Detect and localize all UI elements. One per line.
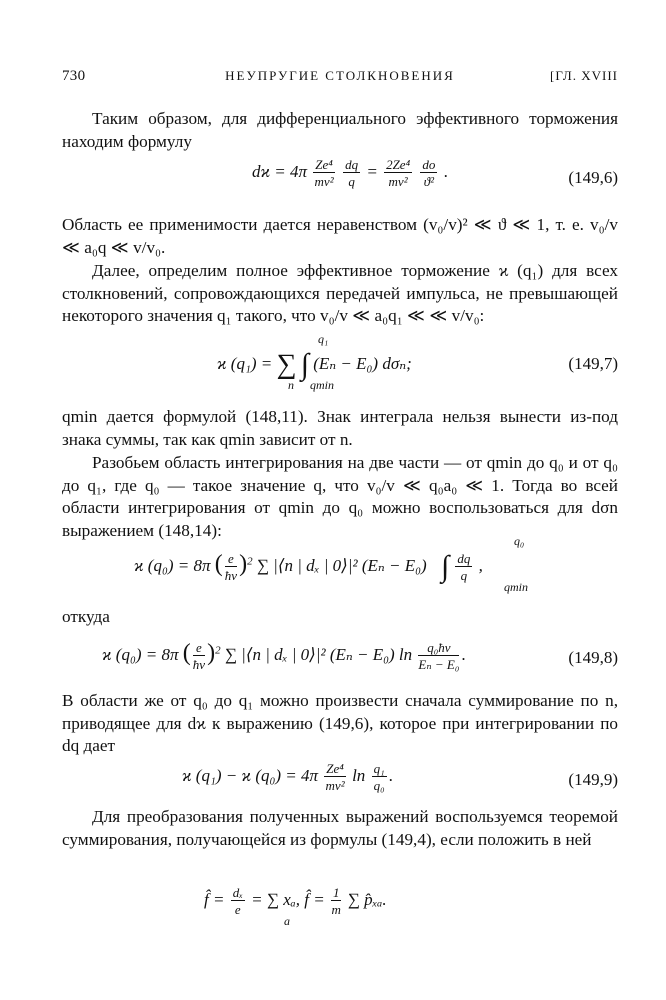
chapter-label: [ГЛ. XVIII xyxy=(550,68,618,83)
integral-upper: q₁ xyxy=(318,332,329,346)
equation-body: ϰ (q₁) − ϰ (q₀) = 4π $\frac{\text{Ze⁴}}{\text{mv²}}$ ln $\frac{\text{q₁}}{\text{q₀}}$ . xyxy=(182,761,393,793)
paragraph-7: В области же от q₀ до q₁ можно произвести сначала суммирование по n, приводящее для dϰ к выражению (149,6), которое при интегрировании по dq дает xyxy=(62,691,618,755)
paragraph-3: Далее, определим полное эффективное торможение ϰ (q₁) для всех столкновений, сопровождающихся передачей импульса, не превышающей некоторого значения q₁ такого, что v₀/v ≪ a₀q₁ ≪ ≪ v/v₀: xyxy=(62,261,618,325)
paragraph-5: Разобьем область интегрирования на две части — от qmin до q₀ и от q₀ до q₁, где q₀ — такое значение q, что v₀/v ≪ q₀a₀ ≪ 1. Тогда во всей области интегрирования от qmin до q₀ можно воспользоваться для dσn выражением (148,14): xyxy=(62,453,618,540)
equation-label: (149,6) xyxy=(568,168,618,187)
sum-index: a xyxy=(284,914,290,928)
integral-upper: q₀ xyxy=(514,534,525,548)
equation-sum-rule xyxy=(62,884,618,930)
paragraph-2: Область ее применимости дается неравенством (v₀/v)² ≪ ϑ ≪ 1, т. е. v₀/v ≪ a₀q ≪ v/v₀. xyxy=(62,215,618,257)
equation-body: ϰ (q₁) = ∑ ∫ (Eₙ − E₀) dσₙ; xyxy=(217,348,412,381)
page-header xyxy=(62,68,618,88)
page-number: 730 xyxy=(62,68,86,84)
integral-lower: qmin xyxy=(504,580,528,594)
paragraph-4: qmin дается формулой (148,11). Знак интеграла нельзя вынести из-под знака суммы, так как qmin зависит от n. xyxy=(62,407,618,449)
equation-149-9 xyxy=(62,760,618,800)
equation-label: (149,7) xyxy=(568,354,618,373)
equation-label: (149,8) xyxy=(568,648,618,667)
equation-body: ϰ (q₀) = 8π ( $\frac{e}{ħv}$ )$^2$ ∑ |⟨n | dₓ | 0⟩|² (Eₙ − E₀) ln $\frac{\text{q₀ħv}}{\text{Eₙ − E₀}}$ . xyxy=(102,640,466,673)
equation-kappa-q0 xyxy=(62,534,618,596)
equation-body: f̂ = $\frac{\text{dₓ}}{e}$ = ∑ xₐ, f̂ = $\frac{1}{m}$ ∑ p̂ₓₐ. xyxy=(204,885,387,917)
running-title: НЕУПРУГИЕ СТОЛКНОВЕНИЯ xyxy=(225,68,455,83)
equation-149-7 xyxy=(62,332,618,392)
equation-body: dϰ = 4π $\frac{\text{Ze⁴}}{\text{mv²}}$ $\frac{dq}{q}$ = $\frac{\text{2Ze⁴}}{\text{mv²}}$ $\frac{do}{\text{ϑ²}}$ . xyxy=(252,157,448,189)
equation-label: (149,9) xyxy=(568,770,618,789)
paragraph-1: Таким образом, для дифференциального эффективного торможения находим формулу xyxy=(62,109,618,151)
equation-body: ϰ (q₀) = 8π ( $\frac{e}{ħv}$ )$^2$ ∑ |⟨n | dₓ | 0⟩|² (Eₙ − E₀) ∫ $\frac{dq}{q}$ , xyxy=(134,550,483,583)
equation-149-6 xyxy=(62,158,618,198)
integral-lower: qmin xyxy=(310,378,334,392)
paragraph-6: откуда xyxy=(62,607,110,626)
sum-index: n xyxy=(288,378,294,392)
equation-149-8 xyxy=(62,636,618,682)
paragraph-8: Для преобразования полученных выражений воспользуемся теоремой суммирования, получающейся из формулы (149,4), если положить в ней xyxy=(62,807,618,849)
